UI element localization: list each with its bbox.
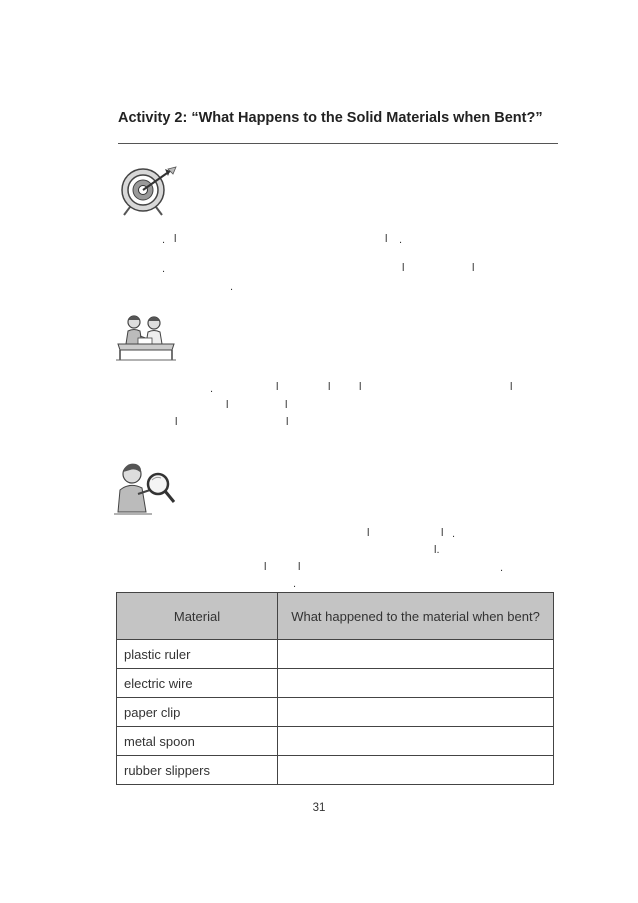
observation-cell[interactable] xyxy=(278,669,554,698)
text-fragment: . xyxy=(500,562,504,574)
text-fragment: . xyxy=(293,578,297,590)
material-cell: electric wire xyxy=(117,669,278,698)
text-fragment: . xyxy=(210,383,214,395)
material-cell: plastic ruler xyxy=(117,640,278,669)
text-fragment: . xyxy=(230,281,234,293)
text-fragment: l xyxy=(276,381,279,393)
observation-cell[interactable] xyxy=(278,640,554,669)
observation-table xyxy=(116,592,554,785)
observation-cell[interactable] xyxy=(278,756,554,785)
text-fragment: l xyxy=(298,561,301,573)
table-header-row xyxy=(117,593,554,640)
text-fragment: l xyxy=(285,399,288,411)
observation-cell[interactable] xyxy=(278,698,554,727)
table-row xyxy=(117,669,554,698)
text-fragment: . xyxy=(162,234,166,246)
observation-cell[interactable] xyxy=(278,727,554,756)
column-header-observation: What happened to the material when bent? xyxy=(278,593,554,640)
text-fragment: l xyxy=(402,262,405,274)
material-cell: rubber slippers xyxy=(117,756,278,785)
text-fragment: l xyxy=(367,527,370,539)
text-fragment: . xyxy=(162,263,166,275)
text-fragment: l xyxy=(174,233,177,245)
text-fragment: . xyxy=(452,528,456,540)
activity-title: Activity 2: “What Happens to the Solid Materials when Bent?” xyxy=(118,110,543,126)
material-cell: paper clip xyxy=(117,698,278,727)
table-row xyxy=(117,756,554,785)
column-header-material: Material xyxy=(117,593,278,640)
text-fragment: l xyxy=(264,561,267,573)
text-fragment: l. xyxy=(434,544,440,556)
magnifying-glass-icon xyxy=(112,460,178,518)
text-fragment: . xyxy=(399,234,403,246)
page-number: 31 xyxy=(312,802,326,814)
target-icon xyxy=(110,165,178,223)
text-fragment: l xyxy=(441,527,444,539)
table-row xyxy=(117,727,554,756)
text-fragment: l xyxy=(472,262,475,274)
text-fragment: l xyxy=(226,399,229,411)
students-working-icon xyxy=(114,312,178,362)
title-divider xyxy=(118,143,558,144)
text-fragment: l xyxy=(359,381,362,393)
text-fragment: l xyxy=(175,416,178,428)
text-fragment: l xyxy=(385,233,388,245)
table-row xyxy=(117,698,554,727)
text-fragment: l xyxy=(328,381,331,393)
text-fragment: l xyxy=(286,416,289,428)
material-cell: metal spoon xyxy=(117,727,278,756)
text-fragment: l xyxy=(510,381,513,393)
table-row xyxy=(117,640,554,669)
